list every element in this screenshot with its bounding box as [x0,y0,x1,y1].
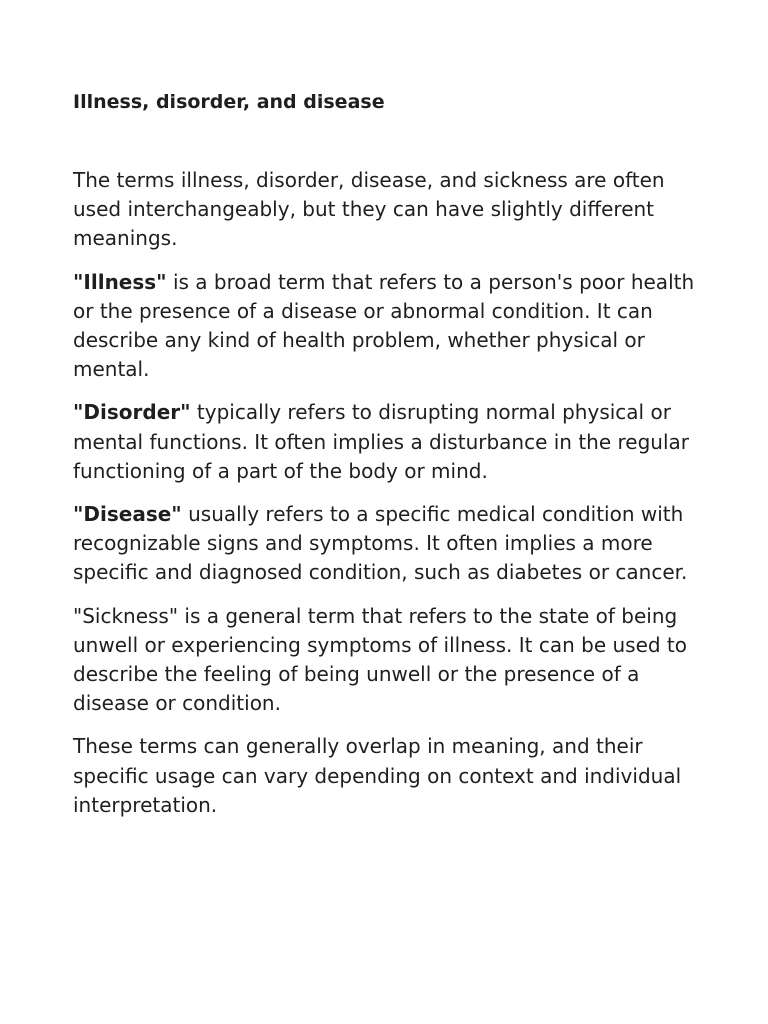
paragraph-disorder [73,398,698,486]
paragraph-illness [73,268,698,385]
paragraph-text: These terms can generally overlap in meaning, and their specific usage can vary depending on context and individual interpretation. [73,734,682,817]
paragraph-disease [73,500,698,588]
paragraph-term-illness: "Illness" [73,269,167,294]
paragraph-text: usually refers to a specific medical condition with recognizable signs and symptoms. It often implies a more specific and diagnosed condition, such as diabetes or cancer. [73,502,688,585]
paragraph-text: "Sickness" is a general term that refers to the state of being unwell or experiencing symptoms of illness. It can be used to describe the feeling of being unwell or the presence of a disease or condition. [73,603,688,716]
paragraph-sickness [73,602,698,719]
paragraph-text: is a broad term that refers to a person's poor health or the presence of a disease or abnormal condition. It can describe any kind of health problem, whether physical or mental. [73,269,695,382]
paragraph-term-disease: "Disease" [73,502,182,527]
document-body [73,166,698,820]
paragraph-conclusion [73,732,698,820]
paragraph-text: The terms illness, disorder, disease, and sickness are often used interchangeably, but they can have slightly different meanings. [73,168,665,251]
document-title: Illness, disorder, and disease [73,91,385,113]
paragraph-intro [73,166,698,254]
paragraph-text: typically refers to disrupting normal physical or mental functions. It often implies a disturbance in the regular functioning of a part of the body or mind. [73,400,690,483]
paragraph-term-disorder: "Disorder" [73,400,191,425]
